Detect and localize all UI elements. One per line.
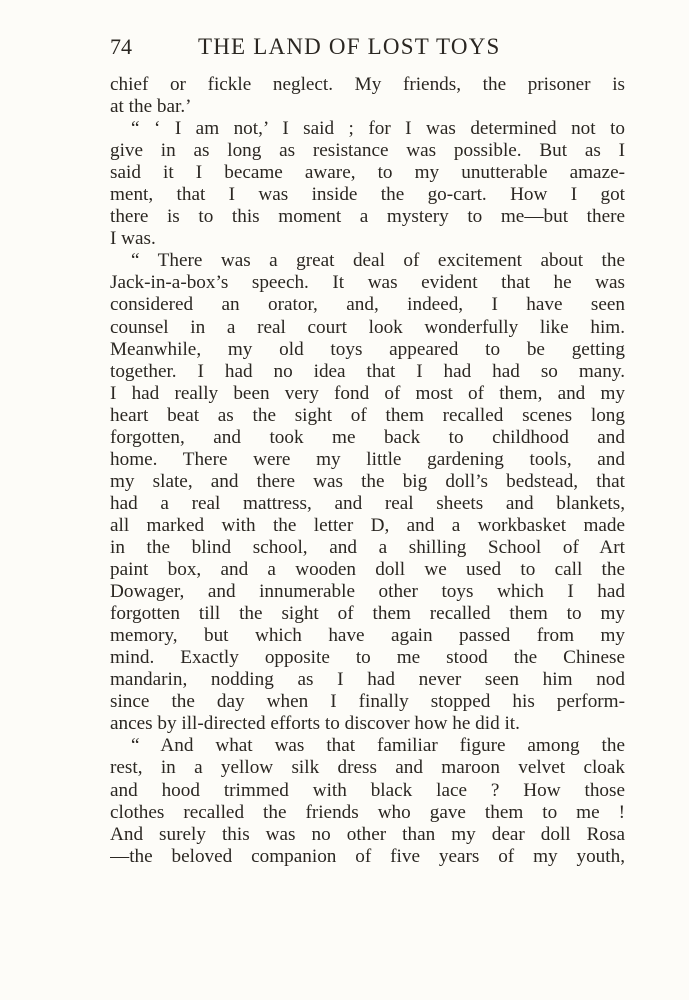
text-line: “ There was a great deal of excitement about the xyxy=(131,250,625,272)
text-line: I was. xyxy=(110,228,156,250)
text-line: Meanwhile, my old toys appeared to be getting xyxy=(110,338,625,360)
text-line: give in as long as resistance was possible. But as I xyxy=(110,140,625,162)
text-line: mandarin, nodding as I had never seen him nod xyxy=(110,669,625,691)
text-line: Jack-in-a-box’s speech. It was evident that he was xyxy=(110,272,625,294)
text-line: home. There were my little gardening tools, and xyxy=(110,448,625,470)
text-line: forgotten till the sight of them recalled them to my xyxy=(110,603,625,625)
body-text xyxy=(110,74,625,868)
text-line: rest, in a yellow silk dress and maroon velvet cloak xyxy=(110,757,625,779)
page-number: 74 xyxy=(110,34,132,59)
book-page xyxy=(110,30,625,867)
text-line: mind. Exactly opposite to me stood the Chinese xyxy=(110,647,625,669)
text-line: And surely this was no other than my dear doll Rosa xyxy=(110,823,625,845)
text-line: —the beloved companion of five years of my youth, xyxy=(110,845,625,867)
text-line: considered an orator, and, indeed, I have seen xyxy=(110,294,625,316)
text-line: clothes recalled the friends who gave them to me ! xyxy=(110,801,625,823)
text-line: “ And what was that familiar figure among the xyxy=(131,735,625,757)
text-line: heart beat as the sight of them recalled scenes long xyxy=(110,404,625,426)
text-line: ment, that I was inside the go-cart. How I got xyxy=(110,184,625,206)
text-line: memory, but which have again passed from my xyxy=(110,625,625,647)
text-line: counsel in a real court look wonderfully like him. xyxy=(110,316,625,338)
text-line: my slate, and there was the big doll’s bedstead, that xyxy=(110,470,625,492)
text-line: all marked with the letter D, and a workbasket made xyxy=(110,514,625,536)
text-line: chief or fickle neglect. My friends, the prisoner is xyxy=(110,74,625,95)
text-line: “ ‘ I am not,’ I said ; for I was determined not to xyxy=(131,118,625,140)
text-line: in the blind school, and a shilling School of Art xyxy=(110,536,625,558)
text-line: said it I became aware, to my unutterable amaze- xyxy=(110,162,625,184)
text-line: since the day when I finally stopped his perform- xyxy=(110,691,625,713)
text-line: I had really been very fond of most of them, and my xyxy=(110,382,625,404)
text-line: at the bar.’ xyxy=(110,96,192,118)
text-line: there is to this moment a mystery to me—but there xyxy=(110,206,625,228)
running-title: THE LAND OF LOST TOYS xyxy=(198,34,501,59)
text-line: ances by ill-directed efforts to discover how he did it. xyxy=(110,713,520,735)
text-line: had a real mattress, and real sheets and blankets, xyxy=(110,492,625,514)
text-line: together. I had no idea that I had had so many. xyxy=(110,360,625,382)
text-line: paint box, and a wooden doll we used to call the xyxy=(110,559,625,581)
text-line: forgotten, and took me back to childhood and xyxy=(110,426,625,448)
running-head xyxy=(110,30,625,64)
text-line: and hood trimmed with black lace ? How those xyxy=(110,779,625,801)
text-line: Dowager, and innumerable other toys which I had xyxy=(110,581,625,603)
